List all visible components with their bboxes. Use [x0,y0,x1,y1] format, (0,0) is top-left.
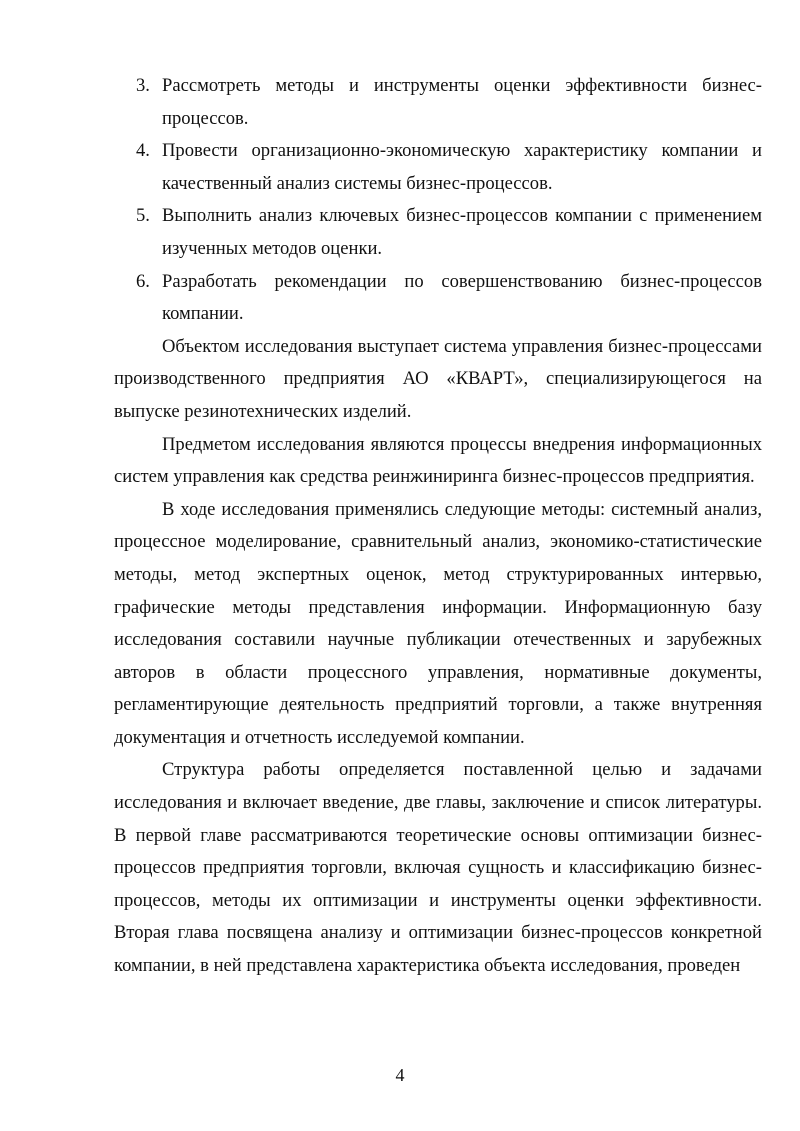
list-item-number: 4. [136,140,150,162]
list-item-number: 5. [136,205,150,227]
list-item [114,70,762,135]
list-item [114,266,762,331]
tasks-list [114,70,762,331]
list-item-number: 3. [136,75,150,96]
list-item-text: Выполнить анализ ключевых бизнес-процессов компании с применением изученных методов оценки. [162,205,762,259]
list-item-text: Рассмотреть методы и инструменты оценки эффективности бизнес-процессов. [162,75,762,129]
object-paragraph: Объектом исследования выступает система управления бизнес-процессами производственного предприятия АО «КВАРТ», специализирующегося на выпуске резинотехнических изделий. [114,335,762,422]
list-item-text: Провести организационно-экономическую характеристику компании и качественный анализ системы бизнес-процессов. [162,140,762,194]
list-item-text: Разработать рекомендации по совершенствованию бизнес-процессов компании. [162,270,762,325]
subject-paragraph: Предметом исследования являются процессы внедрения информационных систем управления как средства реинжиниринга бизнес-процессов предприятия. [114,433,762,488]
structure-paragraph: Структура работы определяется поставленной целью и задачами исследования и включает введение, две главы, заключение и список литературы. В первой главе рассматриваются теоретические основы оптимизации бизнес-процессов предприятия торговли, включая сущность и классификацию бизнес-процессов, методы их оптимизации и инструменты оценки эффективности. Вторая глава посвящена анализу и оптимизации бизнес-процессов конкретной компании, в ней представлена характеристика объекта исследования, проведен [114,759,762,977]
methods-paragraph: В ходе исследования применялись следующие методы: системный анализ, процессное моделирование, сравнительный анализ, экономико-статистические методы, метод экспертных оценок, метод структурированных интервью, графические методы представления информации. Информационную базу исследования составили научные публикации отечественных и зарубежных авторов в области процессного управления, нормативные документы, регламентирующие деятельность предприятий торговли, а также внутренняя документация и отчетность исследуемой компании. [114,498,762,748]
list-item [114,200,762,265]
document-page [114,70,762,983]
page-number: 4 [395,1065,405,1085]
list-item-number: 6. [136,270,150,292]
list-item [114,135,762,200]
